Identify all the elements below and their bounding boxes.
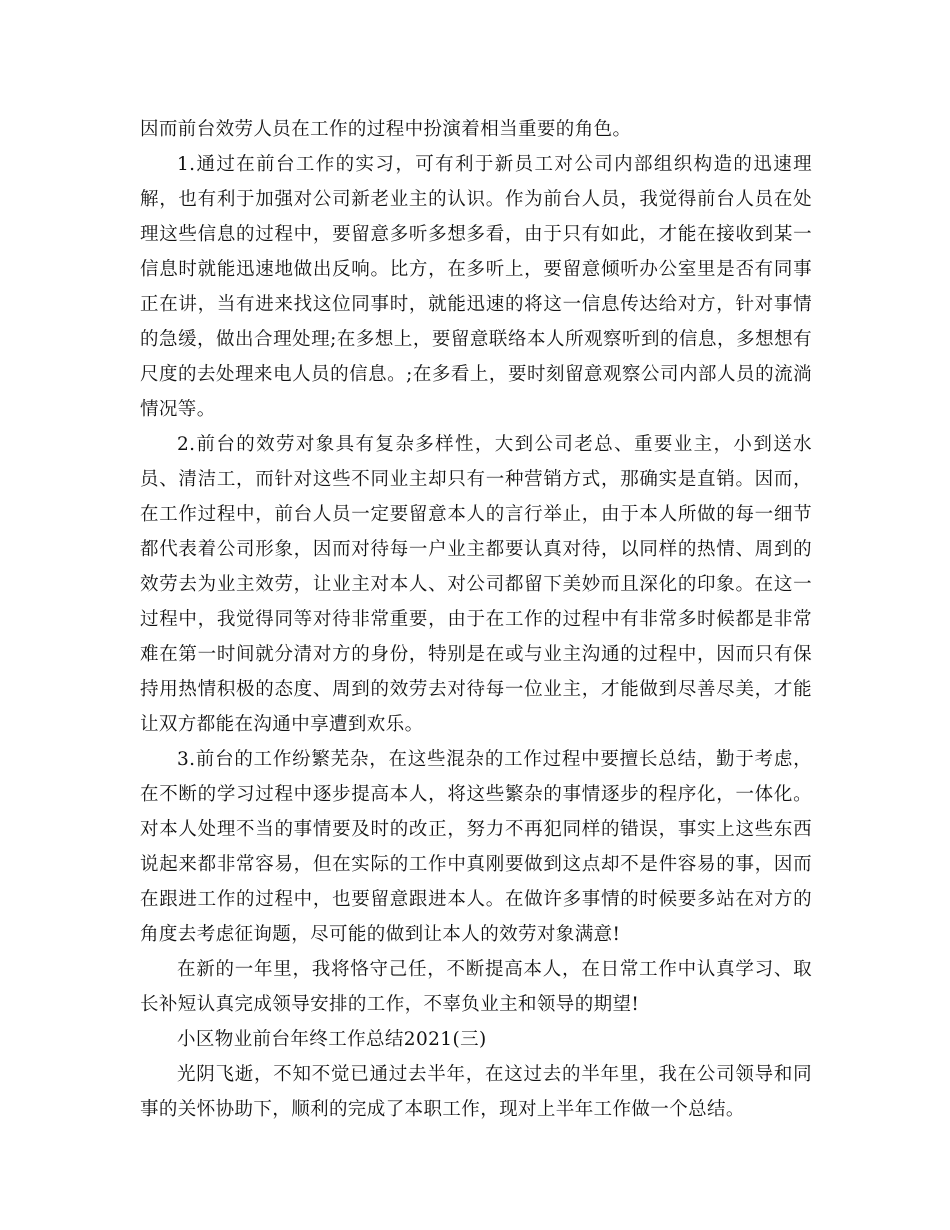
paragraph-point-3: 3.前台的工作纷繁芜杂，在这些混杂的工作过程中要擅长总结，勤于考虑，在不断的学习过程中逐步提高本人，将这些繁杂的事情逐步的程序化，一体化。对本人处理不当的事情要及时的改正，努力不再犯同样的错误，事实上这些东西说起来都非常容易，但在实际的工作中真刚要做到这点却不是件容易的事，因而在跟进工作的过程中，也要留意跟进本人。在做许多事情的时候要多站在对方的角度去考虑征询题，尽可能的做到让本人的效劳对象满意! [140,749,812,945]
paragraph-intro: 光阴飞逝，不知不觉已通过去半年，在这过去的半年里，我在公司领导和同事的关怀协助下，顺利的完成了本职工作，现对上半年工作做一个总结。 [140,1064,812,1120]
paragraph-point-2: 2.前台的效劳对象具有复杂多样性，大到公司老总、重要业主，小到送水员、清洁工，而针对这些不同业主却只有一种营销方式，那确实是直销。因而，在工作过程中，前台人员一定要留意本人的言行举止，由于本人所做的每一细节都代表着公司形象，因而对待每一户业主都要认真对待，以同样的热情、周到的效劳去为业主效劳，让业主对本人、对公司都留下美妙而且深化的印象。在这一过程中，我觉得同等对待非常重要，由于在工作的过程中有非常多时候都是非常难在第一时间就分清对方的身份，特别是在或与业主沟通的过程中，因而只有保持用热情积极的态度、周到的效劳去对待每一位业主，才能做到尽善尽美，才能让双方都能在沟通中享遭到欢乐。 [140,434,812,735]
paragraph-point-1: 1.通过在前台工作的实习，可有利于新员工对公司内部组织构造的迅速理解，也有利于加强对公司新老业主的认识。作为前台人员，我觉得前台人员在处理这些信息的过程中，要留意多听多想多看，由于只有如此，才能在接收到某一信息时就能迅速地做出反响。比方，在多听上，要留意倾听办公室里是否有同事正在讲，当有进来找这位同事时，就能迅速的将这一信息传达给对方，针对事情的急缓，做出合理处理;在多想上，要留意联络本人所观察听到的信息，多想想有尺度的去处理来电人员的信息。;在多看上，要时刻留意观察公司内部人员的流淌情况等。 [140,154,812,420]
paragraph-new-year: 在新的一年里，我将恪守己任，不断提高本人，在日常工作中认真学习、取长补短认真完成领导安排的工作，不辜负业主和领导的期望! [140,959,812,1015]
document-body [140,112,812,1127]
paragraph-continuation: 因而前台效劳人员在工作的过程中扮演着相当重要的角色。 [140,119,632,140]
section-heading: 小区物业前台年终工作总结2021(三) [177,1029,487,1050]
